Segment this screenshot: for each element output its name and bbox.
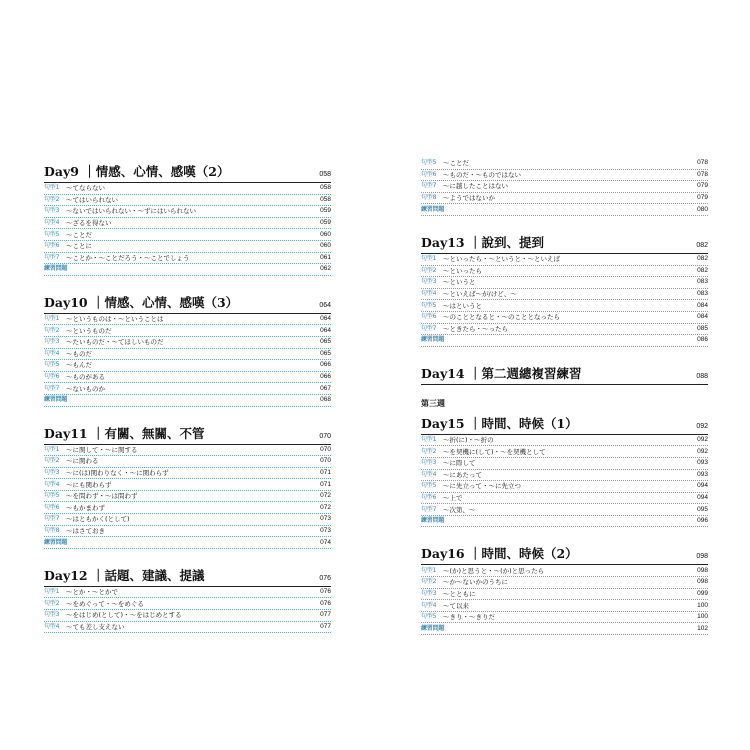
toc-section xyxy=(421,360,708,385)
pattern-text: ～ても差し支えない xyxy=(66,622,125,631)
entry-page-number: 094 xyxy=(697,482,708,490)
section-page-number: 070 xyxy=(319,432,331,440)
pattern-text: ～ざるを得ない xyxy=(66,219,112,228)
exercise-entry[interactable] xyxy=(421,335,708,347)
pattern-entry[interactable] xyxy=(44,479,331,491)
entry-page-number: 073 xyxy=(320,526,331,534)
toc-section xyxy=(44,158,331,276)
pattern-tag: 句型4 xyxy=(44,219,60,227)
entry-page-number: 085 xyxy=(697,324,708,332)
pattern-entry[interactable] xyxy=(421,181,708,193)
entry-page-number: 083 xyxy=(697,278,708,286)
pattern-tag: 練習問題 xyxy=(44,265,68,273)
pattern-text: ～を問わず・～は問わず xyxy=(66,492,138,501)
pattern-text: ～に際して xyxy=(443,459,476,468)
entry-page-number: 065 xyxy=(320,349,331,357)
pattern-tag: 句型8 xyxy=(44,526,60,534)
entry-page-number: 100 xyxy=(697,601,708,609)
pattern-tag: 句型4 xyxy=(421,290,437,298)
exercise-entry[interactable] xyxy=(421,516,708,528)
section-title: Day11 ｜有關、無關、不管 xyxy=(44,425,205,441)
pattern-text: ～というものは・～ということは xyxy=(66,315,164,324)
section-heading[interactable] xyxy=(44,562,331,587)
toc-left-column xyxy=(44,158,331,633)
entry-page-number: 058 xyxy=(320,184,331,192)
pattern-entry[interactable] xyxy=(421,600,708,612)
pattern-tag: 句型8 xyxy=(421,194,437,202)
toc-right-column xyxy=(421,158,708,635)
pattern-text: ～折(に)・～折の xyxy=(443,436,494,445)
pattern-tag: 句型7 xyxy=(421,505,437,513)
pattern-tag: 句型5 xyxy=(44,230,60,238)
pattern-tag: 句型2 xyxy=(44,195,60,203)
toc-section xyxy=(421,158,708,216)
pattern-entry[interactable] xyxy=(44,622,331,634)
pattern-entry[interactable] xyxy=(44,456,331,468)
entry-page-number: 100 xyxy=(697,613,708,621)
pattern-entry[interactable] xyxy=(421,481,708,493)
entry-page-number: 084 xyxy=(697,301,708,309)
entry-page-number: 080 xyxy=(697,205,708,213)
pattern-tag: 句型6 xyxy=(421,493,437,501)
entry-page-number: 065 xyxy=(320,338,331,346)
pattern-entry[interactable] xyxy=(421,612,708,624)
pattern-entry[interactable] xyxy=(421,565,708,577)
section-heading[interactable] xyxy=(44,289,331,314)
pattern-tag: 句型6 xyxy=(44,242,60,250)
entry-page-number: 083 xyxy=(697,290,708,298)
entry-page-number: 072 xyxy=(320,503,331,511)
entry-page-number: 066 xyxy=(320,361,331,369)
entry-page-number: 071 xyxy=(320,468,331,476)
entry-page-number: 072 xyxy=(320,492,331,500)
toc-section xyxy=(44,289,331,407)
toc-section xyxy=(421,398,708,528)
pattern-text: ～といったら xyxy=(443,266,482,275)
pattern-tag: 句型3 xyxy=(44,338,60,346)
pattern-tag: 句型2 xyxy=(421,266,437,274)
pattern-tag: 句型1 xyxy=(44,184,60,192)
section-title: Day9 ｜情感、心情、感嘆（2） xyxy=(44,164,230,179)
section-page-number: 064 xyxy=(319,301,331,309)
pattern-text: ～といえば～が/けど、～ xyxy=(443,290,517,299)
entry-page-number: 059 xyxy=(320,207,331,215)
exercise-entry[interactable] xyxy=(44,395,331,407)
pattern-tag: 句型4 xyxy=(421,601,437,609)
pattern-tag: 句型3 xyxy=(44,468,60,476)
section-page-number: 088 xyxy=(696,372,708,380)
pattern-tag: 句型3 xyxy=(421,459,437,467)
pattern-entry[interactable] xyxy=(421,300,708,312)
entry-page-number: 098 xyxy=(697,578,708,586)
pattern-entry[interactable] xyxy=(421,266,708,278)
pattern-text: ～に関して・～に関する xyxy=(66,445,138,454)
entry-page-number: 102 xyxy=(697,624,708,632)
entry-page-number: 096 xyxy=(697,517,708,525)
entry-page-number: 062 xyxy=(320,265,331,273)
entry-page-number: 073 xyxy=(320,515,331,523)
pattern-tag: 句型6 xyxy=(44,373,60,381)
pattern-entry[interactable] xyxy=(44,502,331,514)
pattern-tag: 句型7 xyxy=(44,515,60,523)
entry-page-number: 060 xyxy=(320,230,331,238)
entry-page-number: 058 xyxy=(320,195,331,203)
pattern-tag: 句型7 xyxy=(44,384,60,392)
pattern-tag: 練習問題 xyxy=(421,336,445,344)
entry-page-number: 074 xyxy=(320,538,331,546)
entry-page-number: 067 xyxy=(320,384,331,392)
entry-page-number: 059 xyxy=(320,219,331,227)
pattern-entry[interactable] xyxy=(44,241,331,253)
toc-section xyxy=(421,229,708,347)
pattern-tag: 句型1 xyxy=(44,315,60,323)
pattern-entry[interactable] xyxy=(44,491,331,503)
entry-page-number: 076 xyxy=(320,599,331,607)
pattern-text: ～ないではいられない・～ずにはいられない xyxy=(66,207,196,216)
pattern-text: ～にも関わらず xyxy=(66,480,112,489)
pattern-text: ～上で xyxy=(443,493,463,502)
pattern-text: ～て以来 xyxy=(443,601,469,610)
entry-page-number: 098 xyxy=(697,566,708,574)
toc-section xyxy=(44,562,331,633)
entry-page-number: 077 xyxy=(320,622,331,630)
section-title: Day16 ｜時間、時候（2） xyxy=(421,546,578,562)
entry-page-number: 077 xyxy=(320,611,331,619)
pattern-text: ～ものだ・～ものではない xyxy=(443,170,521,179)
pattern-text: ～はともかく(として) xyxy=(66,515,130,524)
pattern-tag: 句型5 xyxy=(44,361,60,369)
pattern-entry[interactable] xyxy=(44,337,331,349)
entry-page-number: 086 xyxy=(697,336,708,344)
pattern-tag: 句型1 xyxy=(44,445,60,453)
entry-page-number: 082 xyxy=(697,266,708,274)
pattern-tag: 句型7 xyxy=(44,253,60,261)
pattern-entry[interactable] xyxy=(44,360,331,372)
entry-page-number: 068 xyxy=(320,396,331,404)
entry-page-number: 092 xyxy=(697,447,708,455)
entry-page-number: 078 xyxy=(697,159,708,167)
pattern-entry[interactable] xyxy=(421,170,708,182)
pattern-text: ～もんだ xyxy=(66,361,92,370)
pattern-tag: 句型5 xyxy=(421,301,437,309)
pattern-text: ～に越したことはない xyxy=(443,182,508,191)
pattern-text: ～にあたって xyxy=(443,470,482,479)
pattern-entry[interactable] xyxy=(44,229,331,241)
pattern-entry[interactable] xyxy=(44,445,331,457)
section-page-number: 076 xyxy=(319,574,331,582)
pattern-entry[interactable] xyxy=(44,314,331,326)
pattern-text: ～たいものだ・～てほしいものだ xyxy=(66,338,164,347)
pattern-entry[interactable] xyxy=(421,193,708,205)
pattern-tag: 句型4 xyxy=(421,470,437,478)
pattern-entry[interactable] xyxy=(44,587,331,599)
entry-page-number: 094 xyxy=(697,493,708,501)
section-heading[interactable] xyxy=(421,540,708,565)
pattern-entry[interactable] xyxy=(421,312,708,324)
entry-page-number: 093 xyxy=(697,459,708,467)
pattern-tag: 句型1 xyxy=(421,436,437,444)
pattern-tag: 句型6 xyxy=(421,170,437,178)
pattern-text: ～というものだ xyxy=(66,326,112,335)
exercise-entry[interactable] xyxy=(421,623,708,635)
pattern-tag: 練習問題 xyxy=(421,624,445,632)
entry-page-number: 093 xyxy=(697,470,708,478)
pattern-text: ～といったら・～というと・～といえば xyxy=(443,255,560,264)
section-title: Day12 ｜話題、建議、提議 xyxy=(44,567,205,583)
entry-page-number: 079 xyxy=(697,182,708,190)
pattern-tag: 練習問題 xyxy=(44,538,68,546)
pattern-text: ～に関わる xyxy=(66,457,99,466)
pattern-tag: 句型3 xyxy=(44,611,60,619)
pattern-entry[interactable] xyxy=(421,446,708,458)
pattern-text: ～のこととなると・～のこととなったら xyxy=(443,313,560,322)
pattern-entry[interactable] xyxy=(44,598,331,610)
pattern-entry[interactable] xyxy=(421,504,708,516)
pattern-text: ～に先立って・～に先立つ xyxy=(443,482,521,491)
pattern-entry[interactable] xyxy=(421,289,708,301)
pattern-text: ～ことだ xyxy=(66,230,92,239)
pattern-entry[interactable] xyxy=(421,493,708,505)
pattern-entry[interactable] xyxy=(44,253,331,265)
pattern-tag: 句型2 xyxy=(44,599,60,607)
pattern-text: ～きり・～きりだ xyxy=(443,613,495,622)
pattern-tag: 句型3 xyxy=(421,589,437,597)
entry-page-number: 070 xyxy=(320,457,331,465)
pattern-text: ～次第、～ xyxy=(443,505,476,514)
pattern-text: ～ときたら・～ったら xyxy=(443,324,508,333)
pattern-tag: 句型7 xyxy=(421,182,437,190)
pattern-tag: 句型5 xyxy=(421,482,437,490)
section-page-number: 058 xyxy=(319,171,331,178)
pattern-tag: 句型3 xyxy=(44,207,60,215)
entry-page-number: 066 xyxy=(320,373,331,381)
toc-section xyxy=(421,540,708,635)
pattern-entry[interactable] xyxy=(44,468,331,480)
pattern-text: ～ものがある xyxy=(66,373,105,382)
pattern-text: ～とか・～とかで xyxy=(66,588,118,597)
pattern-tag: 句型1 xyxy=(44,588,60,596)
pattern-entry[interactable] xyxy=(44,514,331,526)
pattern-entry[interactable] xyxy=(44,325,331,337)
entry-page-number: 084 xyxy=(697,313,708,321)
pattern-text: ～(か)と思うと・～(か)と思ったら xyxy=(443,566,545,575)
pattern-text: ～をはじめ(として)・～をはじめとする xyxy=(66,611,182,620)
pattern-text: ～ないものか xyxy=(66,384,105,393)
entry-page-number: 076 xyxy=(320,588,331,596)
pattern-text: ～もかまわず xyxy=(66,503,105,512)
pattern-entry[interactable] xyxy=(44,610,331,622)
pattern-tag: 句型4 xyxy=(44,480,60,488)
pattern-text: ～ことか・～ことだろう・～ことでしょう xyxy=(66,253,190,262)
pattern-tag: 句型7 xyxy=(421,324,437,332)
entry-page-number: 082 xyxy=(697,255,708,263)
entry-page-number: 079 xyxy=(697,194,708,202)
pattern-entry[interactable] xyxy=(44,383,331,395)
pattern-entry[interactable] xyxy=(421,470,708,482)
pattern-text: ～はさておき xyxy=(66,526,105,535)
entry-page-number: 095 xyxy=(697,505,708,513)
pattern-entry[interactable] xyxy=(44,372,331,384)
section-heading[interactable] xyxy=(421,410,708,435)
pattern-entry[interactable] xyxy=(421,577,708,589)
pattern-text: ～とともに xyxy=(443,589,476,598)
section-page-number: 098 xyxy=(696,553,708,561)
pattern-entry[interactable] xyxy=(421,277,708,289)
section-heading[interactable] xyxy=(421,360,708,385)
pattern-tag: 句型4 xyxy=(44,349,60,357)
pattern-tag: 句型5 xyxy=(421,613,437,621)
entry-page-number: 099 xyxy=(697,589,708,597)
entry-page-number: 064 xyxy=(320,326,331,334)
pattern-text: ～を契機に(して)・～を契機として xyxy=(443,447,546,456)
pattern-entry[interactable] xyxy=(44,206,331,218)
pattern-tag: 句型1 xyxy=(421,566,437,574)
section-page-number: 082 xyxy=(696,241,708,249)
section-heading[interactable] xyxy=(44,420,331,445)
pattern-text: ～はというと xyxy=(443,301,482,310)
pattern-entry[interactable] xyxy=(421,589,708,601)
pattern-tag: 句型5 xyxy=(44,492,60,500)
entry-page-number: 070 xyxy=(320,445,331,453)
pattern-entry[interactable] xyxy=(44,195,331,207)
exercise-entry[interactable] xyxy=(421,204,708,216)
exercise-entry[interactable] xyxy=(44,264,331,276)
pattern-entry[interactable] xyxy=(44,218,331,230)
pattern-text: ～ことに xyxy=(66,242,92,251)
entry-page-number: 078 xyxy=(697,170,708,178)
pattern-tag: 句型6 xyxy=(44,503,60,511)
pattern-text: ～てはいられない xyxy=(66,195,118,204)
pattern-tag: 練習問題 xyxy=(421,517,445,525)
entry-page-number: 061 xyxy=(320,253,331,261)
pattern-text: ～をめぐって・～をめぐる xyxy=(66,599,144,608)
pattern-entry[interactable] xyxy=(421,158,708,170)
section-title: Day13 ｜說到、提到 xyxy=(421,234,544,250)
pattern-tag: 句型2 xyxy=(421,578,437,586)
pattern-entry[interactable] xyxy=(44,526,331,538)
pattern-tag: 句型2 xyxy=(421,447,437,455)
pattern-tag: 練習問題 xyxy=(44,396,68,404)
pattern-tag: 句型2 xyxy=(44,457,60,465)
pattern-tag: 句型2 xyxy=(44,326,60,334)
pattern-entry[interactable] xyxy=(421,458,708,470)
section-title: Day14 ｜第二週總複習練習 xyxy=(421,365,582,381)
exercise-entry[interactable] xyxy=(44,537,331,549)
pattern-entry[interactable] xyxy=(421,254,708,266)
section-title: Day15 ｜時間、時候（1） xyxy=(421,415,578,431)
entry-page-number: 071 xyxy=(320,480,331,488)
pattern-text: ～ものだ xyxy=(66,349,92,358)
pattern-entry[interactable] xyxy=(421,324,708,336)
pattern-entry[interactable] xyxy=(44,349,331,361)
week-heading: 第三週 xyxy=(421,397,445,408)
pattern-tag: 句型3 xyxy=(421,278,437,286)
pattern-entry[interactable] xyxy=(421,435,708,447)
pattern-text: ～てならない xyxy=(66,184,105,193)
pattern-text: ～ことだ xyxy=(443,159,469,168)
pattern-tag: 句型5 xyxy=(421,159,437,167)
pattern-text: ～というと xyxy=(443,278,476,287)
pattern-tag: 句型6 xyxy=(421,313,437,321)
pattern-tag: 句型4 xyxy=(44,622,60,630)
toc-section xyxy=(44,420,331,549)
section-page-number: 092 xyxy=(696,422,708,430)
section-heading[interactable] xyxy=(44,158,331,183)
section-heading[interactable] xyxy=(421,229,708,254)
entry-page-number: 092 xyxy=(697,436,708,444)
pattern-entry[interactable] xyxy=(44,183,331,195)
entry-page-number: 060 xyxy=(320,242,331,250)
pattern-text: ～か～ないかのうちに xyxy=(443,578,508,587)
pattern-tag: 句型1 xyxy=(421,255,437,263)
entry-page-number: 064 xyxy=(320,315,331,323)
section-title: Day10 ｜情感、心情、感嘆（3） xyxy=(44,294,239,310)
pattern-text: ～ようではないか xyxy=(443,194,495,203)
pattern-text: ～に(は)関わりなく・～に関わらず xyxy=(66,468,169,477)
pattern-tag: 練習問題 xyxy=(421,205,445,213)
